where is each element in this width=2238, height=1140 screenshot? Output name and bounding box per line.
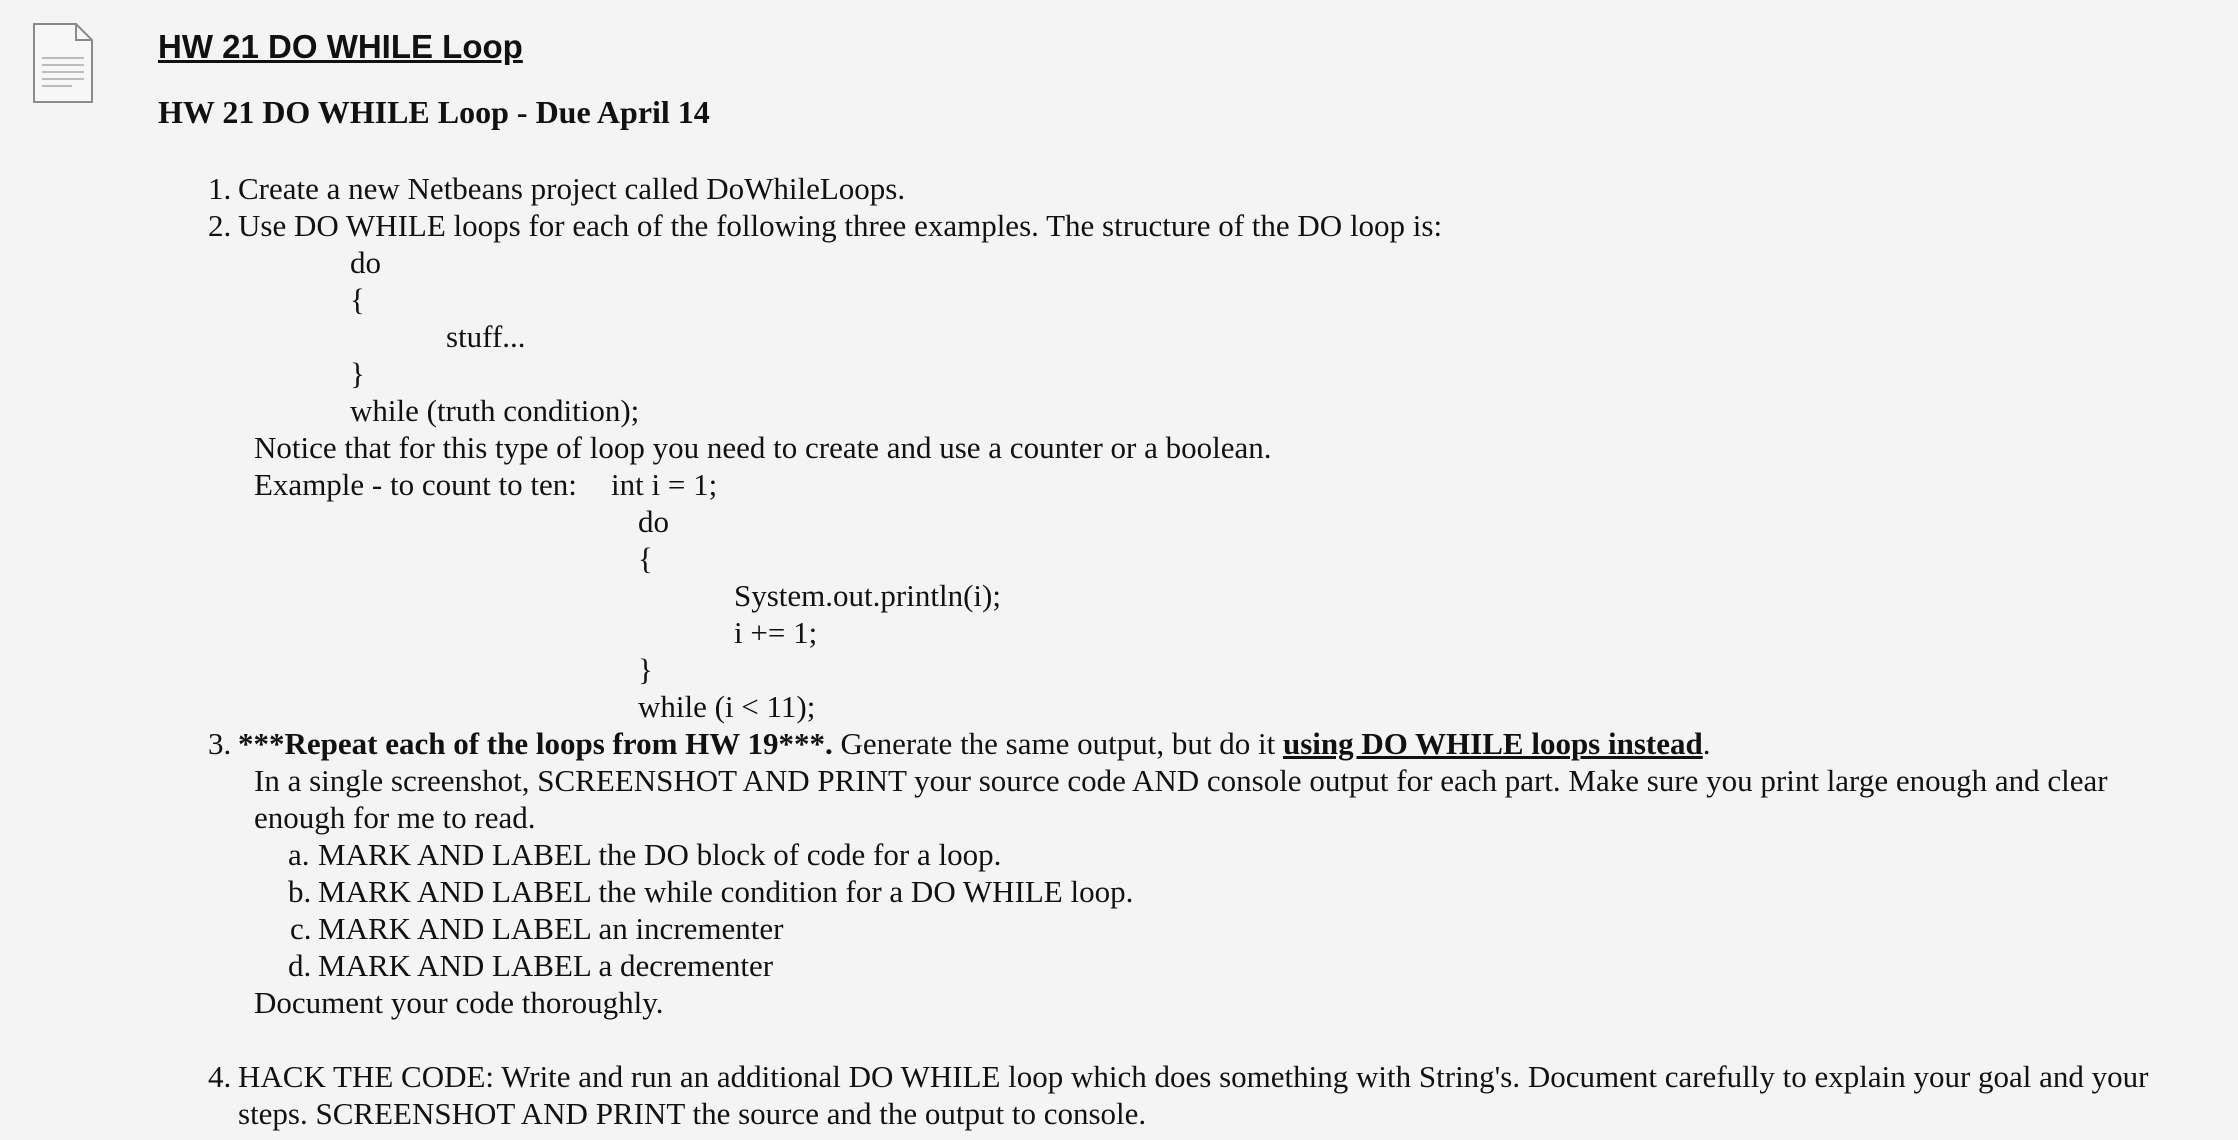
list-item-4-text: HACK THE CODE: Write and run an additional DO WHILE loop which does something with String's. Document carefully to explain your goal and your bbox=[238, 1059, 2149, 1094]
code-line: do bbox=[350, 245, 381, 280]
example-label: Example - to count to ten: bbox=[254, 467, 577, 502]
code-line: do bbox=[638, 504, 669, 539]
code-line: while (i < 11); bbox=[638, 689, 816, 724]
screenshot-instruction-cont: enough for me to read. bbox=[254, 800, 536, 835]
screenshot-instruction: In a single screenshot, SCREENSHOT AND PRINT your source code AND console output for each part. Make sure you print large enough and clear bbox=[254, 763, 2108, 798]
code-line: stuff... bbox=[446, 319, 526, 354]
do-while-emphasis: using DO WHILE loops instead bbox=[1282, 726, 1703, 761]
list-number-1: 1. bbox=[208, 171, 232, 206]
generate-output-text: Generate the same output, but do it bbox=[832, 726, 1283, 761]
list-number-2: 2. bbox=[208, 208, 232, 243]
code-line: } bbox=[350, 356, 365, 391]
list-number-4: 4. bbox=[208, 1059, 232, 1094]
list-item-1-text: Create a new Netbeans project called DoWhileLoops. bbox=[238, 171, 906, 206]
code-line: while (truth condition); bbox=[350, 393, 640, 428]
sub-item-text: MARK AND LABEL the DO block of code for a loop. bbox=[318, 837, 1002, 872]
code-line: { bbox=[638, 541, 653, 576]
document-icon bbox=[32, 22, 94, 104]
period: . bbox=[1702, 726, 1711, 761]
assignment-title-link[interactable]: HW 21 DO WHILE Loop bbox=[158, 28, 523, 65]
notice-text: Notice that for this type of loop you need to create and use a counter or a boolean. bbox=[254, 430, 1272, 465]
repeat-loops-instruction: ***Repeat each of the loops from HW 19***. bbox=[238, 726, 833, 761]
sub-item-label: a. bbox=[288, 837, 310, 872]
sub-item-text: MARK AND LABEL the while condition for a DO WHILE loop. bbox=[318, 874, 1134, 909]
sub-item-label: d. bbox=[288, 948, 312, 983]
code-line: System.out.println(i); bbox=[734, 578, 1001, 613]
list-number-3: 3. bbox=[208, 726, 232, 761]
sub-item-text: MARK AND LABEL a decrementer bbox=[318, 948, 774, 983]
assignment-subtitle: HW 21 DO WHILE Loop - Due April 14 bbox=[158, 94, 710, 130]
list-item-4-text-cont: steps. SCREENSHOT AND PRINT the source and the output to console. bbox=[238, 1096, 1147, 1131]
list-item-3-text bbox=[238, 725, 1711, 762]
code-line: } bbox=[638, 652, 653, 687]
sub-item-label: b. bbox=[288, 874, 312, 909]
code-line: i += 1; bbox=[734, 615, 818, 650]
sub-item-label: c. bbox=[290, 911, 312, 946]
code-line: int i = 1; bbox=[611, 467, 718, 502]
document-code-text: Document your code thoroughly. bbox=[254, 985, 664, 1020]
list-item-2-text: Use DO WHILE loops for each of the following three examples. The structure of the DO loop is: bbox=[238, 208, 1443, 243]
sub-item-text: MARK AND LABEL an incrementer bbox=[318, 911, 784, 946]
code-line: { bbox=[350, 282, 365, 317]
